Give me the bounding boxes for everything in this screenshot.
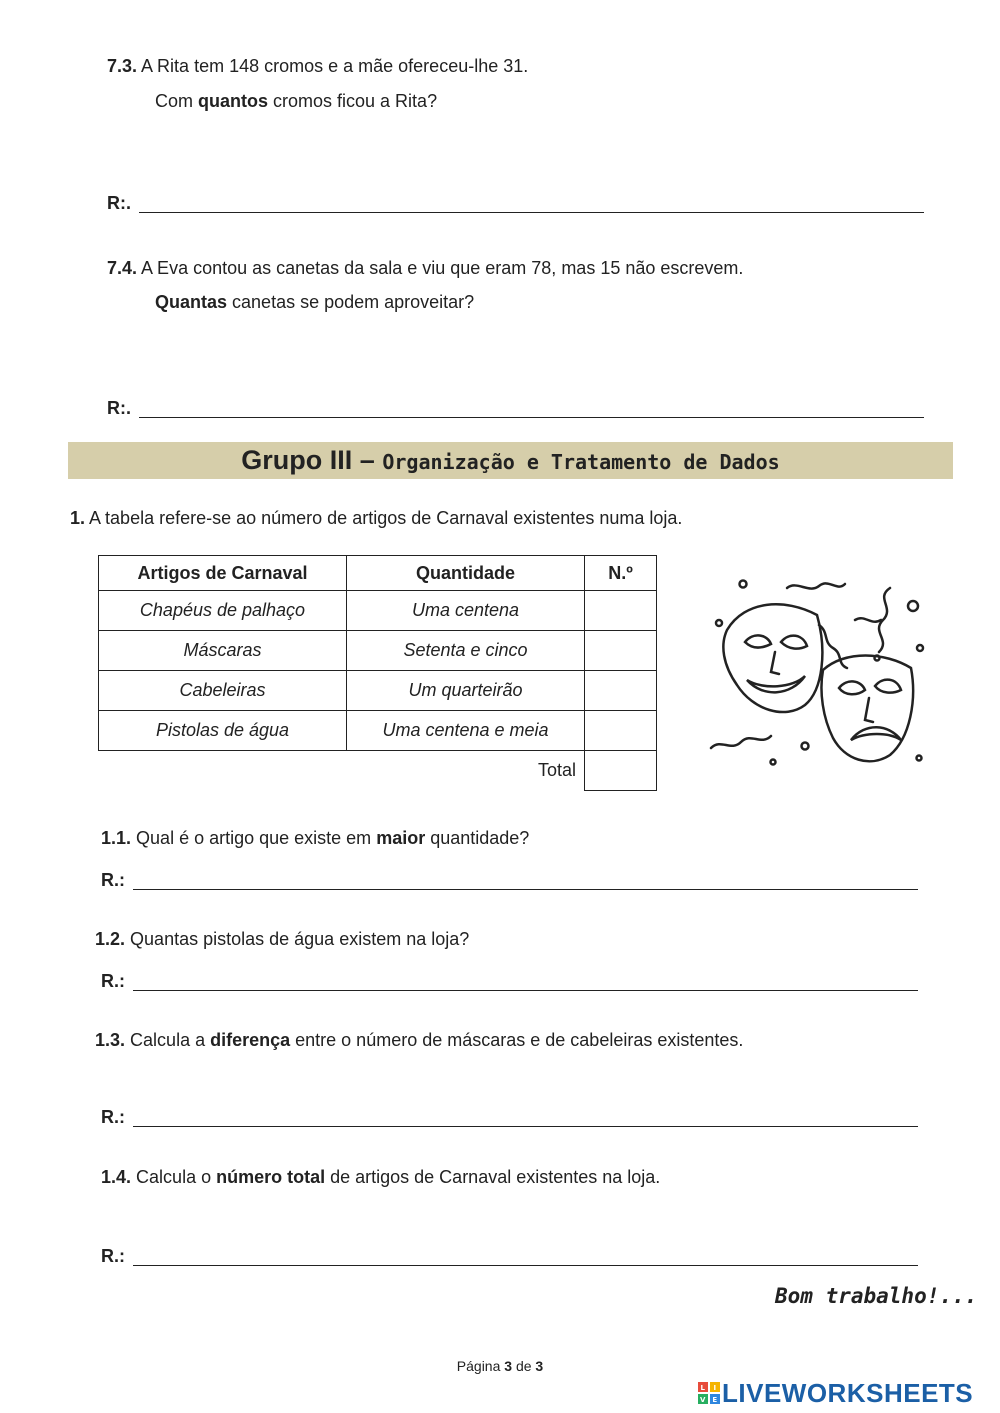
quantity-cell: Uma centena e meia [347, 711, 585, 751]
table-row [99, 631, 657, 671]
answer-line-1-1[interactable] [101, 870, 918, 892]
page-number: 3 [504, 1358, 513, 1374]
item-cell: Cabeleiras [99, 671, 347, 711]
question-number: 1.4. [101, 1167, 132, 1187]
answer-rule [133, 1265, 918, 1266]
table-row [99, 711, 657, 751]
liveworksheets-logo [698, 1378, 973, 1408]
question-number: 7.3. [107, 56, 138, 76]
brand-prefix: LIVE [722, 1378, 782, 1408]
total-row [99, 751, 657, 791]
group-subtitle: Organização e Tratamento de Dados [382, 450, 780, 474]
question-text: A Eva contou as canetas da sala e viu que eram 78, mas 15 não escrevem. [141, 258, 744, 278]
item-cell: Pistolas de água [99, 711, 347, 751]
question-number: 1.3. [95, 1030, 126, 1050]
carnival-masks-illustration [705, 570, 950, 775]
table-row [99, 671, 657, 711]
answer-rule [139, 212, 924, 213]
answer-label: R:. [107, 398, 131, 418]
answer-rule [139, 417, 924, 418]
total-input-cell[interactable] [585, 751, 657, 791]
question-number: 1. [70, 508, 86, 528]
logo-letter: E [712, 1396, 718, 1404]
answer-line-1-2[interactable] [101, 971, 918, 993]
answer-label: R.: [101, 971, 125, 991]
liveworksheets-logo-icon [698, 1382, 720, 1404]
answer-line-1-4[interactable] [101, 1246, 918, 1268]
question-1 [70, 507, 682, 529]
question-1-1: 1.1. Qual é o artigo que existe em maior quantidade? [101, 828, 530, 848]
question-1-4: 1.4. Calcula o número total de artigos de Carnaval existentes na loja. [101, 1167, 661, 1187]
quantity-cell: Setenta e cinco [347, 631, 585, 671]
question-text: A Rita tem 148 cromos e a mãe ofereceu-lhe 31. [141, 56, 529, 76]
question-7-3-line2: Com quantos cromos ficou a Rita? [155, 91, 438, 111]
question-7-4-line2: Quantas canetas se podem aproveitar? [155, 292, 475, 312]
question-7-3 [107, 55, 528, 77]
header-quantity: Quantidade [347, 556, 585, 591]
table-row [99, 591, 657, 631]
number-input-cell[interactable] [585, 591, 657, 631]
logo-letter: I [713, 1384, 717, 1392]
number-input-cell[interactable] [585, 671, 657, 711]
answer-label: R.: [101, 870, 125, 890]
answer-label: R:. [107, 193, 131, 213]
number-input-cell[interactable] [585, 711, 657, 751]
number-input-cell[interactable] [585, 631, 657, 671]
section-banner: Grupo III – Organização e Tratamento de Dados [68, 442, 953, 479]
answer-line-7-4[interactable] [107, 398, 924, 420]
page-footer: Página 3 de 3 [456, 1358, 544, 1374]
answer-rule [133, 990, 918, 991]
total-label: Total [537, 760, 576, 780]
carnival-items-table [98, 555, 657, 791]
question-number: 1.2. [95, 929, 126, 949]
logo-letter: L [700, 1384, 706, 1392]
group-title: Grupo III [241, 445, 353, 475]
question-text: A tabela refere-se ao número de artigos de Carnaval existentes numa loja. [89, 508, 683, 528]
answer-label: R.: [101, 1107, 125, 1127]
answer-rule [133, 1126, 918, 1127]
answer-rule [133, 889, 918, 890]
item-cell: Máscaras [99, 631, 347, 671]
question-number: 1.1. [101, 828, 132, 848]
question-7-4 [107, 257, 743, 279]
closing-message: Bom trabalho!... [775, 1284, 978, 1308]
logo-letter: V [700, 1396, 706, 1404]
item-cell: Chapéus de palhaço [99, 591, 347, 631]
page-total: 3 [535, 1358, 544, 1374]
header-items: Artigos de Carnaval [99, 556, 347, 591]
answer-line-7-3[interactable] [107, 193, 924, 215]
quantity-cell: Um quarteirão [347, 671, 585, 711]
answer-label: R.: [101, 1246, 125, 1266]
header-number: N.º [585, 556, 657, 591]
question-1-3: 1.3. Calcula a diferença entre o número de máscaras e de cabeleiras existentes. [95, 1030, 744, 1050]
quantity-cell: Uma centena [347, 591, 585, 631]
answer-line-1-3[interactable] [101, 1107, 918, 1129]
question-1-2 [95, 928, 469, 950]
question-number: 7.4. [107, 258, 138, 278]
brand-suffix: WORKSHEETS [781, 1378, 974, 1408]
table-header-row [99, 556, 657, 591]
question-text: Quantas pistolas de água existem na loja? [130, 929, 470, 949]
